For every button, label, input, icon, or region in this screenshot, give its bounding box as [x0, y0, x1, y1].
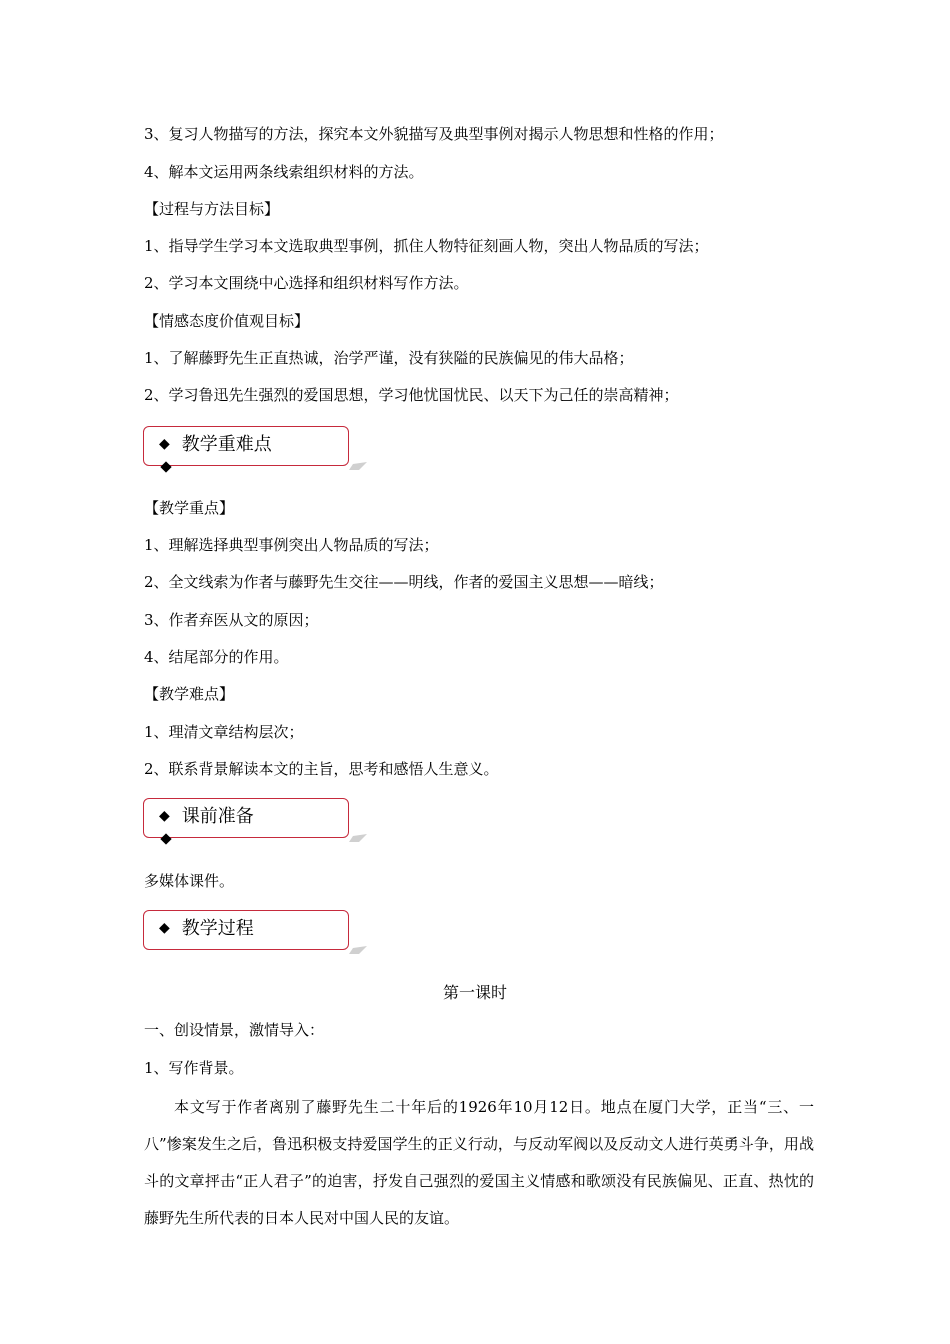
preparation-text: 多媒体课件。 [144, 872, 235, 890]
difficult-point-item-2: 2、联系背景解读本文的主旨，思考和感悟人生意义。 [144, 760, 499, 778]
key-point-item-1: 1、理解选择典型事例突出人物品质的写法； [144, 536, 439, 554]
objective-item-3: 3、复习人物描写的方法，探究本文外貌描写及典型事例对揭示人物思想和性格的作用； [144, 125, 724, 143]
heading-text: 教学过程 [181, 918, 254, 939]
sub-heading-1: 1、写作背景。 [144, 1059, 244, 1077]
heading-title [159, 433, 272, 458]
key-point-item-4: 4、结尾部分的作用。 [144, 648, 289, 666]
objective-item-4: 4、解本文运用两条线索组织材料的方法。 [144, 163, 424, 181]
key-point-item-3: 3、作者弃医从文的原因； [144, 611, 319, 629]
diamond-bullet-icon: ◆ [159, 436, 170, 452]
process-method-item-2: 2、学习本文围绕中心选择和组织材料写作方法。 [144, 274, 469, 292]
emotion-values-item-1: 1、了解藤野先生正直热诚，治学严谨，没有狭隘的民族偏见的伟大品格； [144, 349, 634, 367]
heading-key-difficult [143, 426, 369, 476]
difficult-point-item-1: 1、理清文章结构层次； [144, 723, 304, 741]
heading-preparation [143, 798, 369, 848]
background-paragraph: 本文写于作者离别了藤野先生二十年后的1926年10月12日。地点在厦门大学，正当“三、一八”惨案发生之后，鲁迅积极支持爱国学生的正义行动，与反动军阀以及反动文人进行英勇斗争，用战斗的文章抨击“正人君子”的迫害，抒发自己强烈的爱国主义情感和歌颂没有民族偏见、正直、热忱的藤野先生所代表的日本人民对中国人民的友谊。 [144, 1098, 814, 1227]
heading-title [159, 805, 254, 830]
emotion-values-item-2: 2、学习鲁迅先生强烈的爱国思想，学习他忧国忧民、以天下为己任的崇高精神； [144, 386, 679, 404]
diamond-bullet-icon: ◆ [159, 920, 170, 936]
heading-process [143, 910, 369, 960]
key-points-label: 【教学重点】 [144, 499, 235, 517]
emotion-values-label: 【情感态度价值观目标】 [144, 312, 310, 330]
heading-title [159, 917, 254, 942]
diamond-bullet-icon: ◆ [159, 808, 170, 824]
lesson-title: 第一课时 [442, 983, 507, 1002]
process-method-item-1: 1、指导学生学习本文选取典型事例，抓住人物特征刻画人物，突出人物品质的写法； [144, 237, 709, 255]
section-heading-1: 一、创设情景，激情导入： [144, 1021, 325, 1039]
process-method-label: 【过程与方法目标】 [144, 200, 280, 218]
heading-text: 课前准备 [181, 806, 254, 827]
key-point-item-2: 2、全文线索为作者与藤野先生交往——明线，作者的爱国主义思想——暗线； [144, 573, 664, 591]
difficult-points-label: 【教学难点】 [144, 685, 235, 703]
heading-text: 教学重难点 [181, 434, 272, 455]
